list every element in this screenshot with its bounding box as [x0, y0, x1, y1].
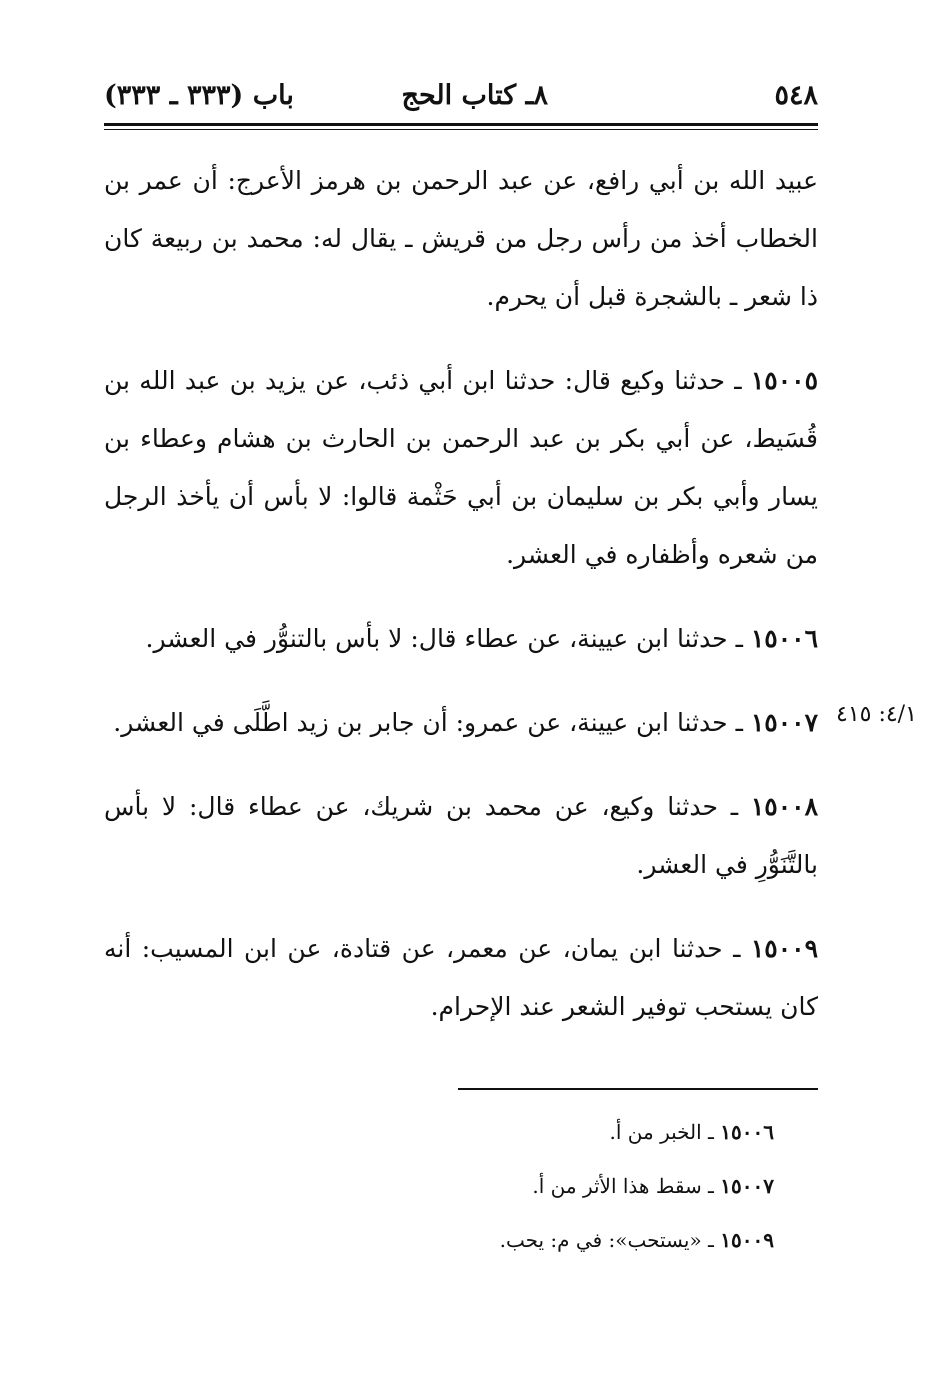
hadith-number: ١٥٠٠٩: [750, 934, 818, 963]
footnote: [360, 1118, 774, 1146]
book-title: ٨ـ كتاب الحج: [401, 80, 548, 111]
hadith-15005: [104, 352, 818, 584]
chapter-heading: باب (٣٣٣ ـ ٣٣٣): [104, 80, 294, 111]
hadith-15007: [104, 694, 818, 752]
footnote-number: ١٥٠٠٦: [720, 1120, 774, 1144]
hadith-text: ـ حدثنا ابن عيينة، عن عمرو: أن جابر بن زيد اطَّلَى في العشر.: [113, 708, 751, 737]
header-rule: [104, 123, 818, 126]
hadith-15008: [104, 778, 818, 894]
hadith-number: ١٥٠٠٦: [750, 624, 818, 653]
main-text: [104, 152, 818, 1062]
footnotes: [360, 1118, 774, 1280]
margin-reference: ٤/١: ٤١٥: [836, 702, 917, 727]
hadith-text: ـ حدثنا ابن عيينة، عن عطاء قال: لا بأس بالتنوُّر في العشر.: [145, 624, 751, 653]
hadith-number: ١٥٠٠٨: [750, 792, 818, 821]
paragraph-text: عبيد الله بن أبي رافع، عن عبد الرحمن بن هرمز الأعرج: أن عمر بن الخطاب أخذ من رأس رجل من قريش ـ يقال له: محمد بن ربيعة كان ذا شعر ـ بالشجرة قبل أن يحرم.: [104, 166, 818, 311]
footnote-number: ١٥٠٠٩: [720, 1228, 774, 1252]
page-number: ٥٤٨: [774, 80, 818, 111]
footnote-text: ـ سقط هذا الأثر من أ.: [532, 1174, 721, 1198]
hadith-number: ١٥٠٠٥: [750, 366, 818, 395]
footnote: [360, 1172, 774, 1200]
footnote-rule: [458, 1088, 818, 1090]
footnote-text: ـ «يستحب»: في م: يحب.: [499, 1228, 721, 1252]
hadith-text: ـ حدثنا وكيع قال: حدثنا ابن أبي ذئب، عن يزيد بن عبد الله بن قُسَيط، عن أبي بكر بن عبد الرحمن بن الحارث بن هشام وعطاء بن يسار وأبي بكر بن سليمان بن أبي حَثْمة قالوا: لا بأس أن يأخذ الرجل من شعره وأظفاره في العشر.: [104, 366, 818, 569]
hadith-15009: [104, 920, 818, 1036]
running-header: [104, 80, 818, 120]
footnote-text: ـ الخبر من أ.: [609, 1120, 721, 1144]
hadith-15006: [104, 610, 818, 668]
paragraph-continuation: [104, 152, 818, 326]
footnote-number: ١٥٠٠٧: [720, 1174, 774, 1198]
hadith-text: ـ حدثنا وكيع، عن محمد بن شريك، عن عطاء قال: لا بأس بالتَّنَوُّرِ في العشر.: [104, 792, 818, 879]
hadith-number: ١٥٠٠٧: [750, 708, 818, 737]
hadith-text: ـ حدثنا ابن يمان، عن معمر، عن قتادة، عن ابن المسيب: أنه كان يستحب توفير الشعر عند الإحرام.: [104, 934, 818, 1021]
footnote: [360, 1226, 774, 1254]
